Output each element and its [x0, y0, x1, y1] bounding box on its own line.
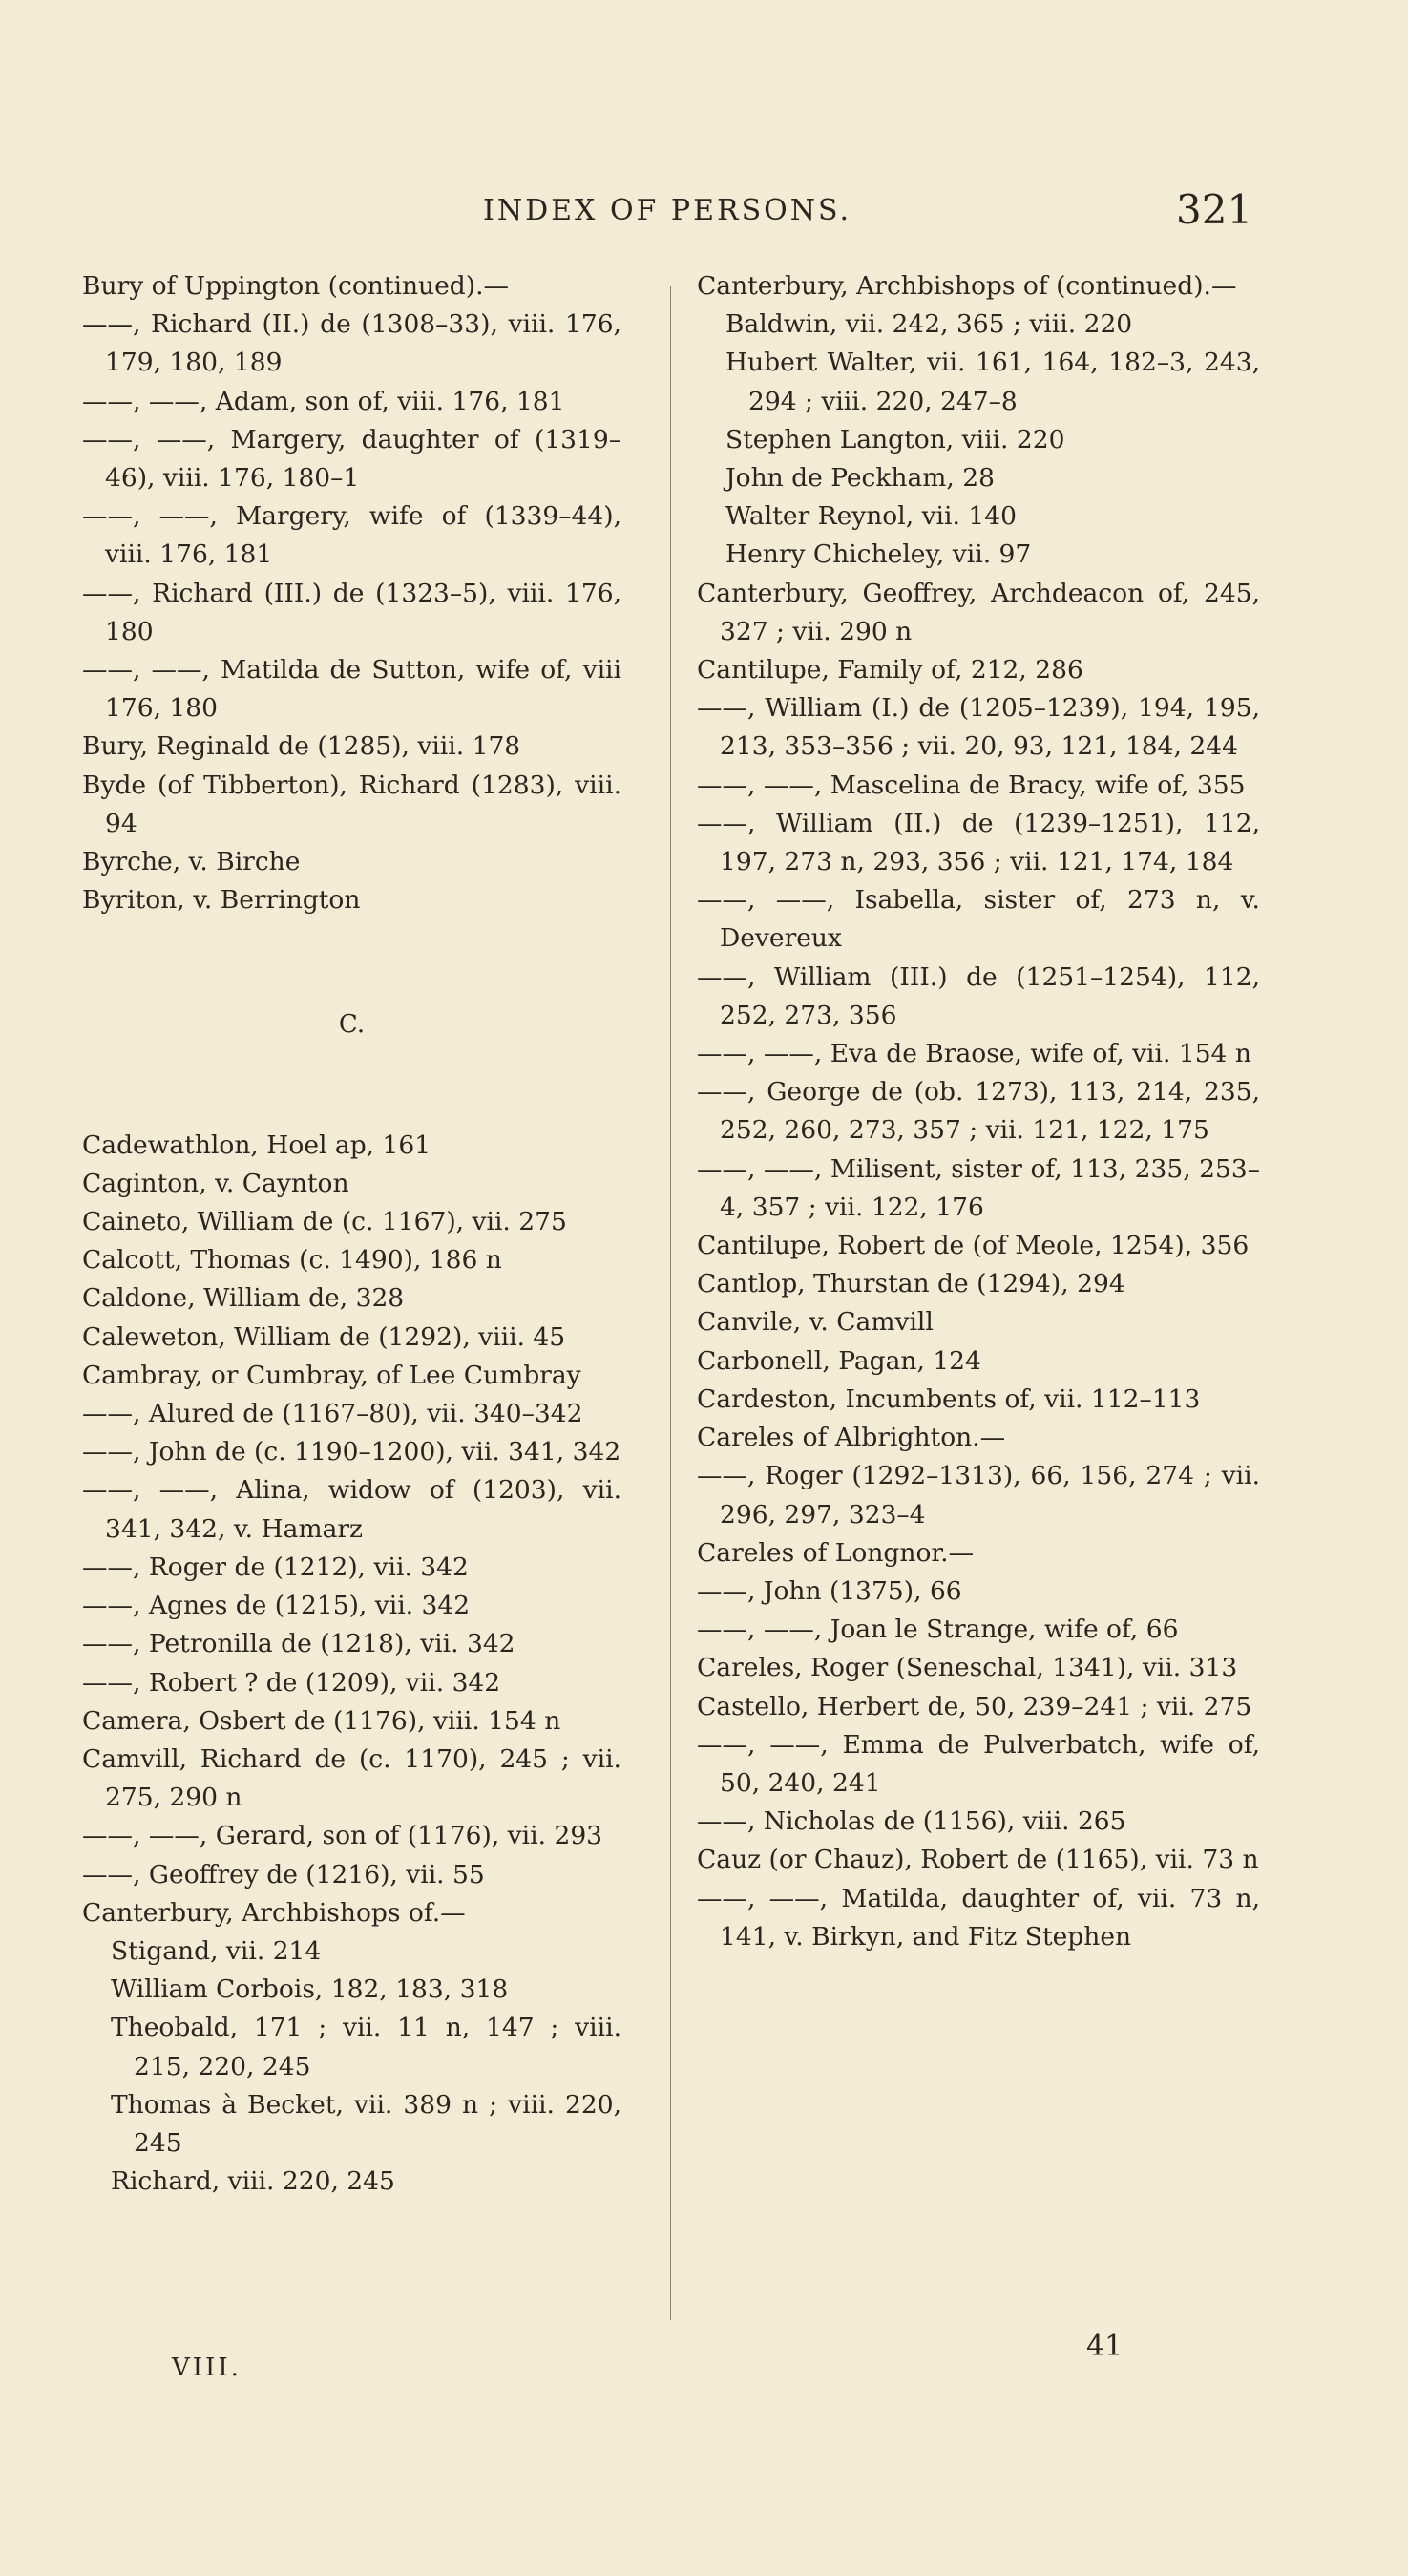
right-column [697, 267, 1260, 1956]
index-entry: Calcott, Thomas (c. 1490), 186 n [82, 1245, 502, 1276]
index-entry: Canterbury, Archbishops of.— [82, 1897, 466, 1928]
index-entry: ——, John de (c. 1190–1200), vii. 341, 342 [82, 1437, 621, 1467]
index-entry: ——, ——, Gerard, son of (1176), vii. 293 [82, 1821, 603, 1851]
index-entry: ——, ——, Margery, wife of (1339–44), viii. 176, 181 [82, 501, 621, 570]
index-entry: Byde (of Tibberton), Richard (1283), viii. 94 [82, 770, 621, 838]
index-entry: ——, ——, Eva de Braose, wife of, vii. 154 n [697, 1039, 1251, 1069]
signature-mark: VIII. [172, 2354, 242, 2382]
index-entry: ——, Alured de (1167–80), vii. 340–342 [82, 1399, 583, 1429]
index-subentry: Richard, viii. 220, 245 [111, 2166, 395, 2197]
index-entry: ——, ——, Margery, daughter of (1319–46), viii. 176, 180–1 [82, 424, 621, 494]
index-subentry: John de Peckham, 28 [725, 463, 995, 494]
index-entry: Byriton, v. Berrington [82, 885, 361, 916]
index-entry: ——, Geoffrey de (1216), vii. 55 [82, 1859, 485, 1890]
index-entry: Cadewathlon, Hoel ap, 161 [82, 1130, 431, 1160]
index-entry: ——, Richard (II.) de (1308–33), viii. 176, 179, 180, 189 [82, 309, 621, 378]
index-entry: Caginton, v. Caynton [82, 1168, 349, 1198]
index-entry: ——, Richard (III.) de (1323–5), viii. 176, 180 [82, 578, 621, 646]
index-entry: ——, ——, Isabella, sister of, 273 n, v. Devereux [697, 885, 1260, 954]
index-entry: ——, Robert ? de (1209), vii. 342 [82, 1667, 501, 1698]
index-entry: Careles, Roger (Seneschal, 1341), vii. 313 [697, 1653, 1238, 1683]
index-entry: Camvill, Richard de (c. 1170), 245 ; vii. 275, 290 n [82, 1743, 621, 1813]
index-entry: Caldone, William de, 328 [82, 1283, 405, 1314]
index-subentry: Stephen Langton, viii. 220 [725, 424, 1065, 454]
index-entry: Canterbury, Archbishops of (continued).— [697, 271, 1237, 301]
section-letter: C. [338, 1010, 366, 1040]
index-entry: Careles of Longnor.— [697, 1537, 975, 1568]
index-entry: ——, William (I.) de (1205–1239), 194, 195, 213, 353–356 ; vii. 20, 93, 121, 184, 244 [697, 693, 1260, 762]
index-entry: ——, ——, Matilda de Sutton, wife of, viii 176, 180 [82, 655, 621, 724]
index-entry: Bury, Reginald de (1285), viii. 178 [82, 731, 521, 762]
folio-number: 41 [1086, 2330, 1124, 2363]
running-title: INDEX OF PERSONS. [483, 194, 851, 227]
index-entry: Cambray, or Cumbray, of Lee Cumbray [82, 1360, 581, 1390]
index-entry: Castello, Herbert de, 50, 239–241 ; vii. 275 [697, 1691, 1252, 1721]
index-entry: Cauz (or Chauz), Robert de (1165), vii. 73 n [697, 1845, 1259, 1875]
index-entry: Careles of Albrighton.— [697, 1423, 1006, 1453]
index-entry: Cardeston, Incumbents of, vii. 112–113 [697, 1383, 1201, 1414]
index-entry: Cantlop, Thurstan de (1294), 294 [697, 1269, 1125, 1299]
index-entry: ——, Roger (1292–1313), 66, 156, 274 ; vii. 296, 297, 323–4 [697, 1461, 1260, 1530]
right-entries-b [697, 575, 1260, 1956]
index-subentry: Henry Chicheley, vii. 97 [725, 539, 1032, 570]
column-divider [670, 286, 671, 2320]
index-entry: ——, John (1375), 66 [697, 1575, 962, 1606]
index-subentry: Walter Reynol, vii. 140 [725, 501, 1017, 532]
left-entries-a [82, 267, 621, 919]
index-entry: Bury of Uppington (continued).— [82, 271, 510, 301]
page-header [0, 187, 1408, 244]
index-subentry: Theobald, 171 ; vii. 11 n, 147 ; viii. 215, 220, 245 [111, 2013, 621, 2081]
index-entry: Carbonell, Pagan, 124 [697, 1345, 981, 1376]
index-entry: ——, Nicholas de (1156), viii. 265 [697, 1806, 1126, 1837]
index-subentry: Stigand, vii. 214 [111, 1935, 322, 1966]
index-subentry: Hubert Walter, vii. 161, 164, 182–3, 243, 294 ; viii. 220, 247–8 [725, 348, 1260, 416]
index-entry: ——, ——, Joan le Strange, wife of, 66 [697, 1615, 1179, 1645]
left-column [82, 267, 621, 2201]
index-entry: Caineto, William de (c. 1167), vii. 275 [82, 1207, 567, 1237]
left-sub-entries [82, 1932, 621, 2201]
index-entry: Canvile, v. Camvill [697, 1307, 934, 1338]
right-sub-entries [697, 306, 1260, 574]
index-entry: ——, ——, Milisent, sister of, 113, 235, 253–4, 357 ; vii. 122, 176 [697, 1153, 1260, 1222]
index-entry: ——, William (III.) de (1251–1254), 112, 252, 273, 356 [697, 961, 1260, 1030]
left-entries-b [82, 1127, 621, 1932]
index-entry: ——, ——, Matilda, daughter of, vii. 73 n, 141, v. Birkyn, and Fitz Stephen [697, 1883, 1260, 1952]
index-entry: ——, Agnes de (1215), vii. 342 [82, 1591, 471, 1621]
index-entry: ——, ——, Adam, son of, viii. 176, 181 [82, 386, 565, 416]
index-entry: Byrche, v. Birche [82, 847, 301, 877]
index-entry: ——, ——, Emma de Pulverbatch, wife of, 50, 240, 241 [697, 1729, 1260, 1798]
index-entry: Camera, Osbert de (1176), viii. 154 n [82, 1705, 561, 1736]
index-entry: ——, George de (ob. 1273), 113, 214, 235, 252, 260, 273, 357 ; vii. 121, 122, 175 [697, 1077, 1260, 1146]
right-entries-a [697, 267, 1260, 306]
index-entry: ——, Roger de (1212), vii. 342 [82, 1552, 469, 1582]
index-entry: Caleweton, William de (1292), viii. 45 [82, 1321, 566, 1352]
index-entry: ——, ——, Mascelina de Bracy, wife of, 355 [697, 770, 1246, 800]
index-entry: ——, William (II.) de (1239–1251), 112, 197, 273 n, 293, 356 ; vii. 121, 174, 184 [697, 808, 1260, 877]
index-subentry: Baldwin, vii. 242, 365 ; viii. 220 [725, 309, 1133, 340]
index-entry: Cantilupe, Family of, 212, 286 [697, 655, 1083, 686]
index-entry: ——, Petronilla de (1218), vii. 342 [82, 1629, 515, 1659]
index-entry: ——, ——, Alina, widow of (1203), vii. 341, 342, v. Hamarz [82, 1475, 621, 1544]
index-entry: Canterbury, Geoffrey, Archdeacon of, 245, 327 ; vii. 290 n [697, 578, 1260, 646]
index-entry: Cantilupe, Robert de (of Meole, 1254), 356 [697, 1231, 1250, 1261]
index-subentry: Thomas à Becket, vii. 389 n ; viii. 220, 245 [111, 2089, 621, 2158]
index-subentry: William Corbois, 182, 183, 318 [111, 1974, 509, 2005]
page-number: 321 [1176, 186, 1253, 233]
